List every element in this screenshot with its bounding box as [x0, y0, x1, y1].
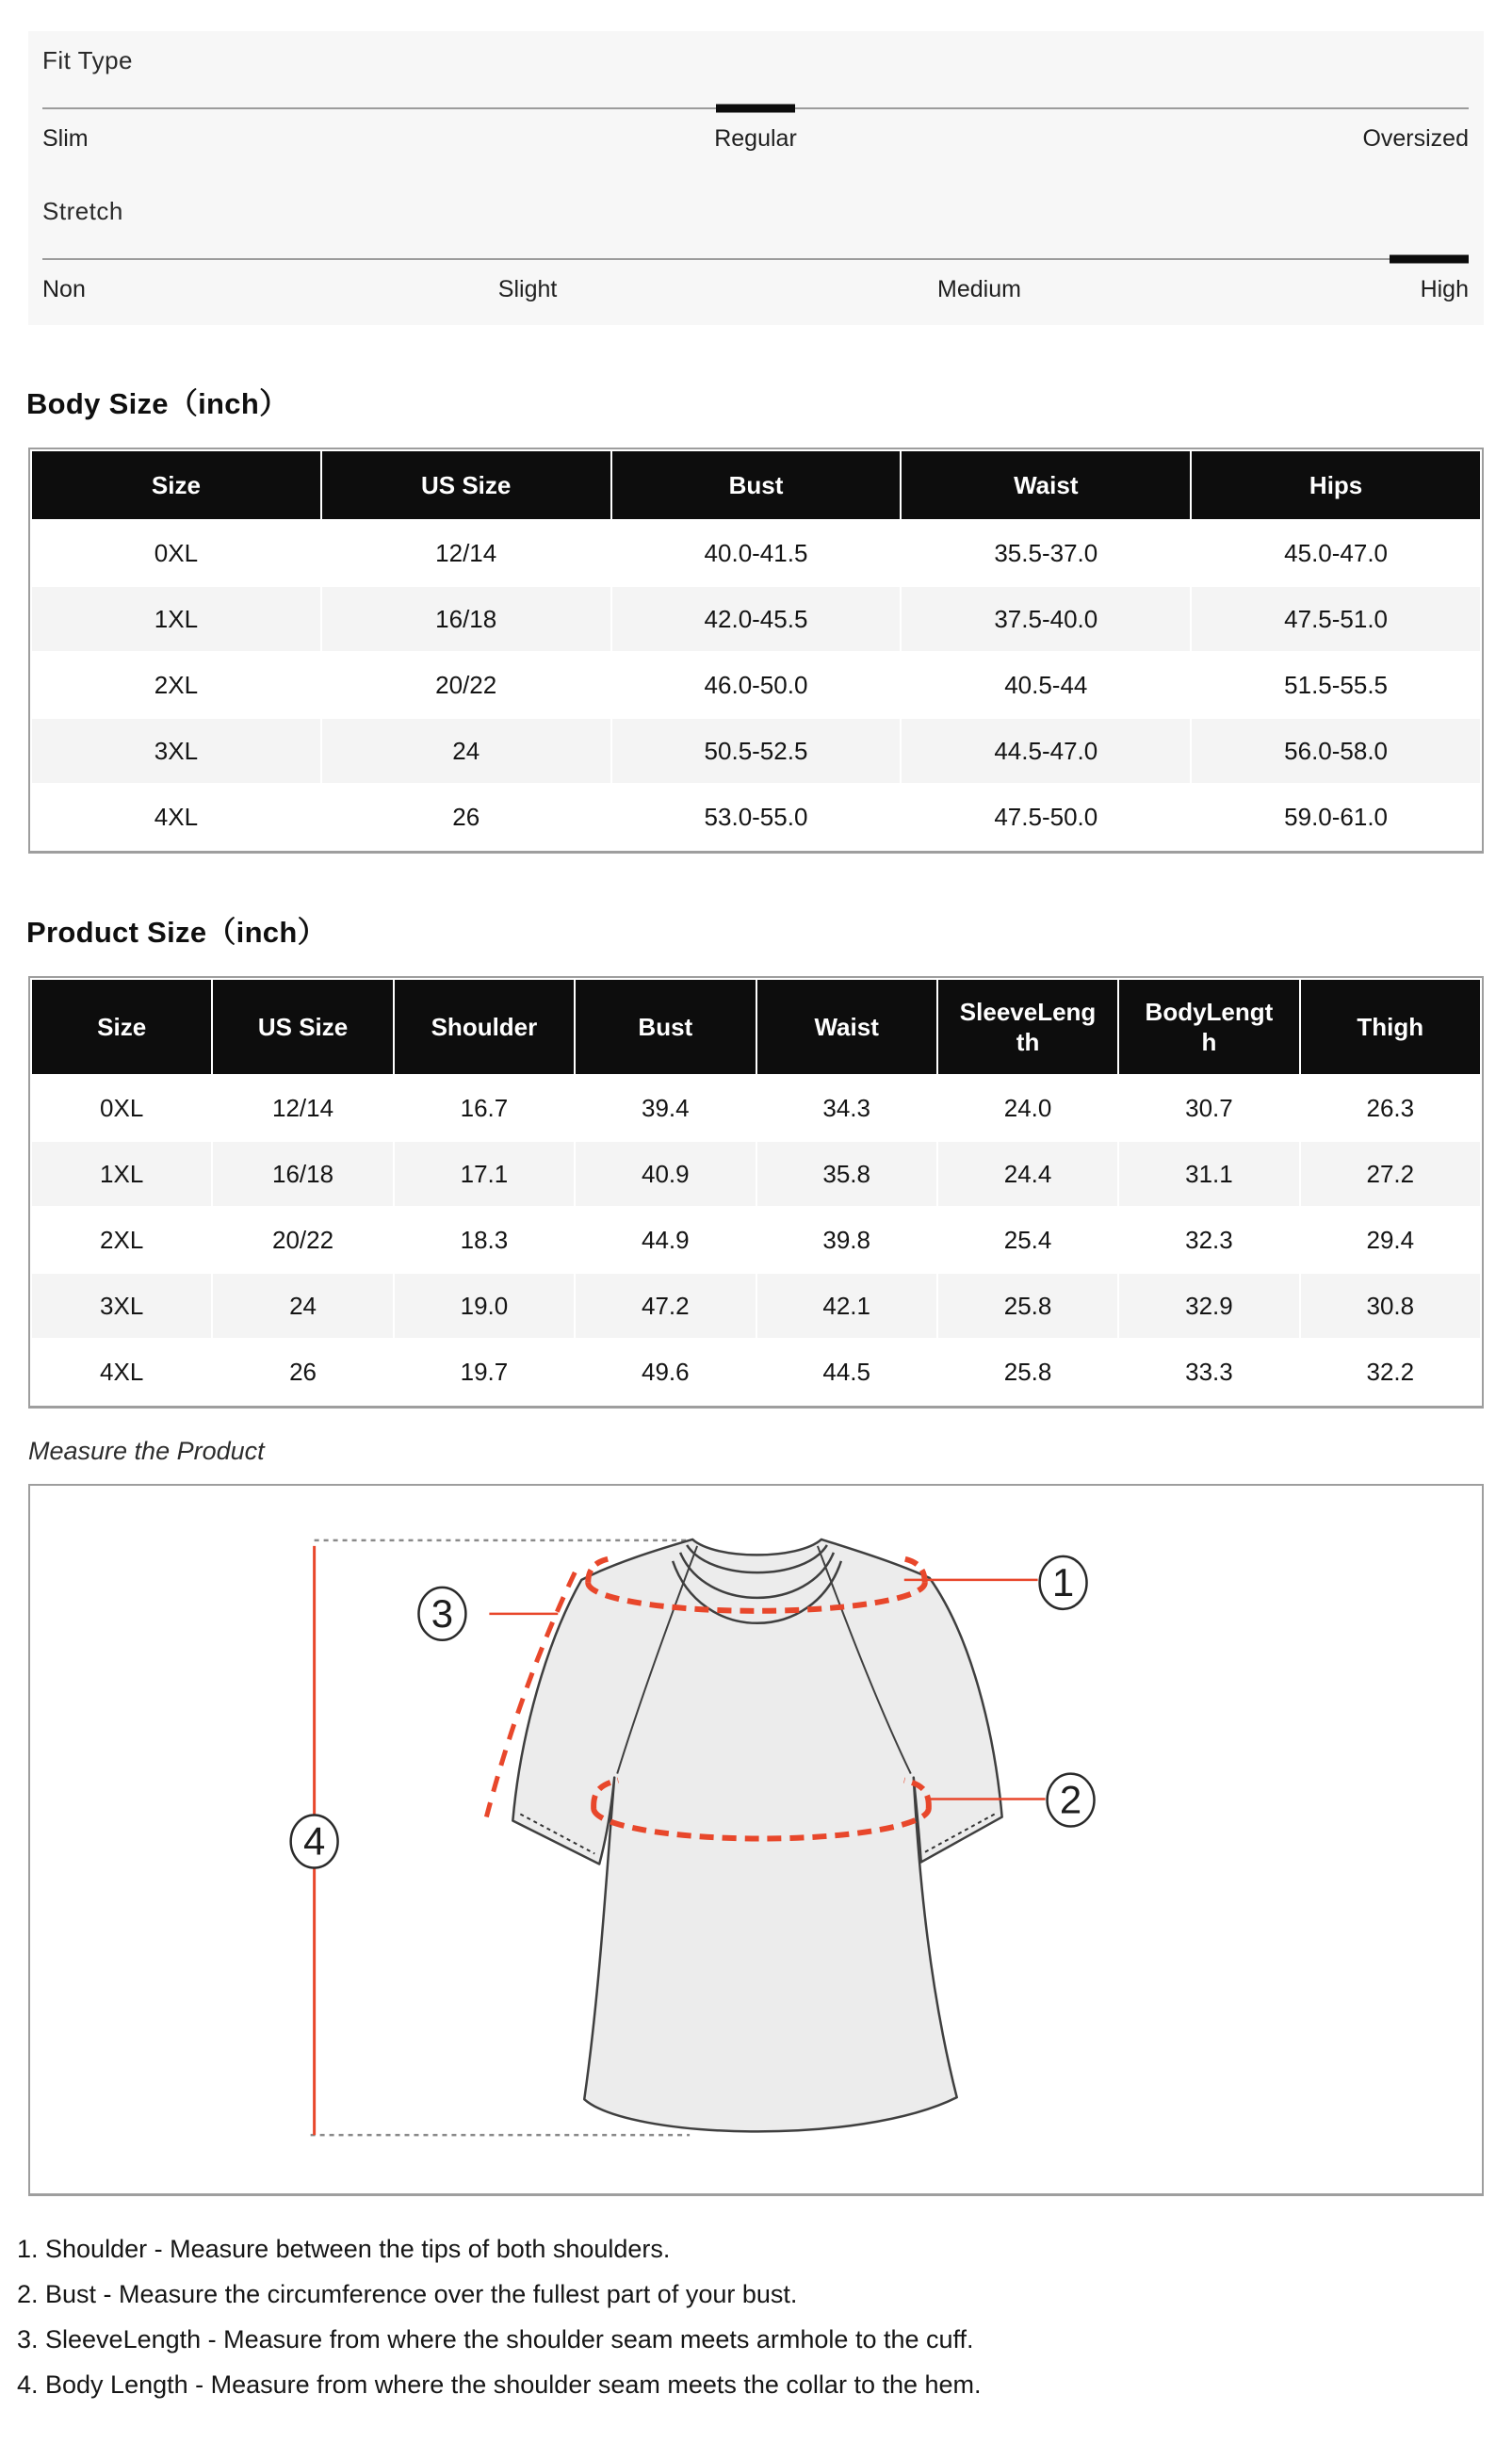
note-sleevelength: 3. SleeveLength - Measure from where the shoulder seam meets armhole to the cuff.	[17, 2325, 974, 2353]
table-cell: 47.5-50.0	[902, 785, 1190, 849]
table-cell: 50.5-52.5	[612, 719, 901, 783]
table-cell: 17.1	[395, 1142, 574, 1206]
table-cell: 12/14	[213, 1076, 392, 1140]
product-size-title: Product Size（inch）	[26, 916, 327, 949]
table-row	[32, 1340, 1480, 1404]
table-cell: 42.0-45.5	[612, 587, 901, 651]
table-cell: 56.0-58.0	[1192, 719, 1480, 783]
table-cell: 47.2	[576, 1274, 755, 1338]
note-shoulder: 1. Shoulder - Measure between the tips of both shoulders.	[17, 2235, 671, 2263]
table-cell: 20/22	[322, 653, 610, 717]
table-cell: 30.7	[1119, 1076, 1298, 1140]
fit-type-marker	[716, 105, 795, 113]
table-cell: 0XL	[32, 521, 320, 585]
scale-option-medium: Medium	[937, 276, 1021, 302]
table-cell: 46.0-50.0	[612, 653, 901, 717]
measure-caption: Measure the Product	[28, 1437, 265, 1465]
table-cell: 44.9	[576, 1208, 755, 1272]
column-header: Waist	[757, 980, 936, 1074]
fit-type-track	[42, 107, 1469, 109]
table-cell: 3XL	[32, 719, 320, 783]
table-cell: 25.4	[938, 1208, 1117, 1272]
table-cell: 24.0	[938, 1076, 1117, 1140]
table-cell: 31.1	[1119, 1142, 1298, 1206]
table-cell: 25.8	[938, 1340, 1117, 1404]
measurement-diagram	[28, 1484, 1484, 2196]
table-cell: 4XL	[32, 785, 320, 849]
table-row	[32, 1076, 1480, 1140]
table-cell: 40.0-41.5	[612, 521, 901, 585]
table-row	[32, 1274, 1480, 1338]
table-cell: 26.3	[1301, 1076, 1480, 1140]
column-header: US Size	[213, 980, 392, 1074]
column-header: Bust	[612, 451, 901, 519]
table-cell: 24	[213, 1274, 392, 1338]
fit-info-panel	[28, 31, 1484, 325]
table-cell: 42.1	[757, 1274, 936, 1338]
table-row	[32, 653, 1480, 717]
table-cell: 32.2	[1301, 1340, 1480, 1404]
column-header: SleeveLength	[938, 980, 1117, 1074]
body-size-title: Body Size（inch）	[26, 387, 289, 420]
table-cell: 49.6	[576, 1340, 755, 1404]
stretch-track	[42, 258, 1469, 260]
column-header: Size	[32, 451, 320, 519]
table-cell: 59.0-61.0	[1192, 785, 1480, 849]
callout-4-number: 4	[302, 1818, 326, 1864]
table-row	[32, 1208, 1480, 1272]
table-cell: 20/22	[213, 1208, 392, 1272]
table-cell: 40.9	[576, 1142, 755, 1206]
callout-3-number: 3	[431, 1590, 454, 1636]
table-cell: 24	[322, 719, 610, 783]
callout-3-badge	[418, 1588, 465, 1640]
tshirt-measure-illustration	[30, 1486, 1482, 2193]
column-header: US Size	[322, 451, 610, 519]
product-size-table	[28, 976, 1484, 1409]
table-cell: 32.9	[1119, 1274, 1298, 1338]
table-cell: 26	[322, 785, 610, 849]
table-row	[32, 719, 1480, 783]
scale-option-oversized: Oversized	[1362, 125, 1469, 152]
column-header: Size	[32, 980, 211, 1074]
table-cell: 44.5	[757, 1340, 936, 1404]
table-cell: 33.3	[1119, 1340, 1298, 1404]
scale-option-slight: Slight	[497, 276, 558, 302]
table-cell: 34.3	[757, 1076, 936, 1140]
table-cell: 37.5-40.0	[902, 587, 1190, 651]
stretch-marker	[1390, 255, 1469, 264]
table-cell: 51.5-55.5	[1192, 653, 1480, 717]
table-row	[32, 587, 1480, 651]
table-cell: 26	[213, 1340, 392, 1404]
table-cell: 16/18	[213, 1142, 392, 1206]
scale-option-non: Non	[42, 276, 86, 302]
scale-option-regular: Regular	[714, 125, 797, 152]
table-cell: 35.5-37.0	[902, 521, 1190, 585]
column-header: Shoulder	[395, 980, 574, 1074]
table-cell: 1XL	[32, 587, 320, 651]
column-header: Bust	[576, 980, 755, 1074]
table-cell: 0XL	[32, 1076, 211, 1140]
table-cell: 12/14	[322, 521, 610, 585]
table-cell: 4XL	[32, 1340, 211, 1404]
fit-type-label: Fit Type	[42, 46, 134, 74]
table-cell: 25.8	[938, 1274, 1117, 1338]
table-cell: 2XL	[32, 1208, 211, 1272]
table-row	[32, 521, 1480, 585]
table-cell: 27.2	[1301, 1142, 1480, 1206]
callout-2-badge	[1048, 1774, 1095, 1827]
table-cell: 35.8	[757, 1142, 936, 1206]
table-cell: 18.3	[395, 1208, 574, 1272]
table-cell: 19.7	[395, 1340, 574, 1404]
fit-type-scale	[42, 125, 1469, 155]
stretch-label: Stretch	[42, 197, 123, 225]
tshirt-outline	[512, 1539, 1001, 2131]
callout-2-number: 2	[1059, 1777, 1082, 1822]
column-header: Thigh	[1301, 980, 1480, 1074]
table-cell: 2XL	[32, 653, 320, 717]
scale-option-slim: Slim	[42, 125, 89, 152]
table-cell: 19.0	[395, 1274, 574, 1338]
table-cell: 24.4	[938, 1142, 1117, 1206]
column-header: BodyLength	[1119, 980, 1298, 1074]
table-row	[32, 1142, 1480, 1206]
table-cell: 45.0-47.0	[1192, 521, 1480, 585]
table-cell: 40.5-44	[902, 653, 1190, 717]
measurement-notes	[17, 2226, 1484, 2407]
callout-4-badge	[291, 1816, 338, 1868]
callout-1-badge	[1040, 1556, 1087, 1609]
table-cell: 16/18	[322, 587, 610, 651]
table-cell: 39.4	[576, 1076, 755, 1140]
table-cell: 30.8	[1301, 1274, 1480, 1338]
table-cell: 47.5-51.0	[1192, 587, 1480, 651]
table-cell: 44.5-47.0	[902, 719, 1190, 783]
table-cell: 1XL	[32, 1142, 211, 1206]
note-bust: 2. Bust - Measure the circumference over the fullest part of your bust.	[17, 2280, 798, 2308]
table-cell: 16.7	[395, 1076, 574, 1140]
scale-option-high: High	[1420, 276, 1469, 302]
stretch-scale	[42, 276, 1469, 306]
table-row	[32, 785, 1480, 849]
table-cell: 53.0-55.0	[612, 785, 901, 849]
note-bodylength: 4. Body Length - Measure from where the shoulder seam meets the collar to the hem.	[17, 2370, 982, 2399]
body-size-table	[28, 448, 1484, 854]
table-cell: 32.3	[1119, 1208, 1298, 1272]
table-cell: 39.8	[757, 1208, 936, 1272]
table-cell: 3XL	[32, 1274, 211, 1338]
column-header: Waist	[902, 451, 1190, 519]
callout-1-number: 1	[1051, 1559, 1075, 1604]
column-header: Hips	[1192, 451, 1480, 519]
table-cell: 29.4	[1301, 1208, 1480, 1272]
